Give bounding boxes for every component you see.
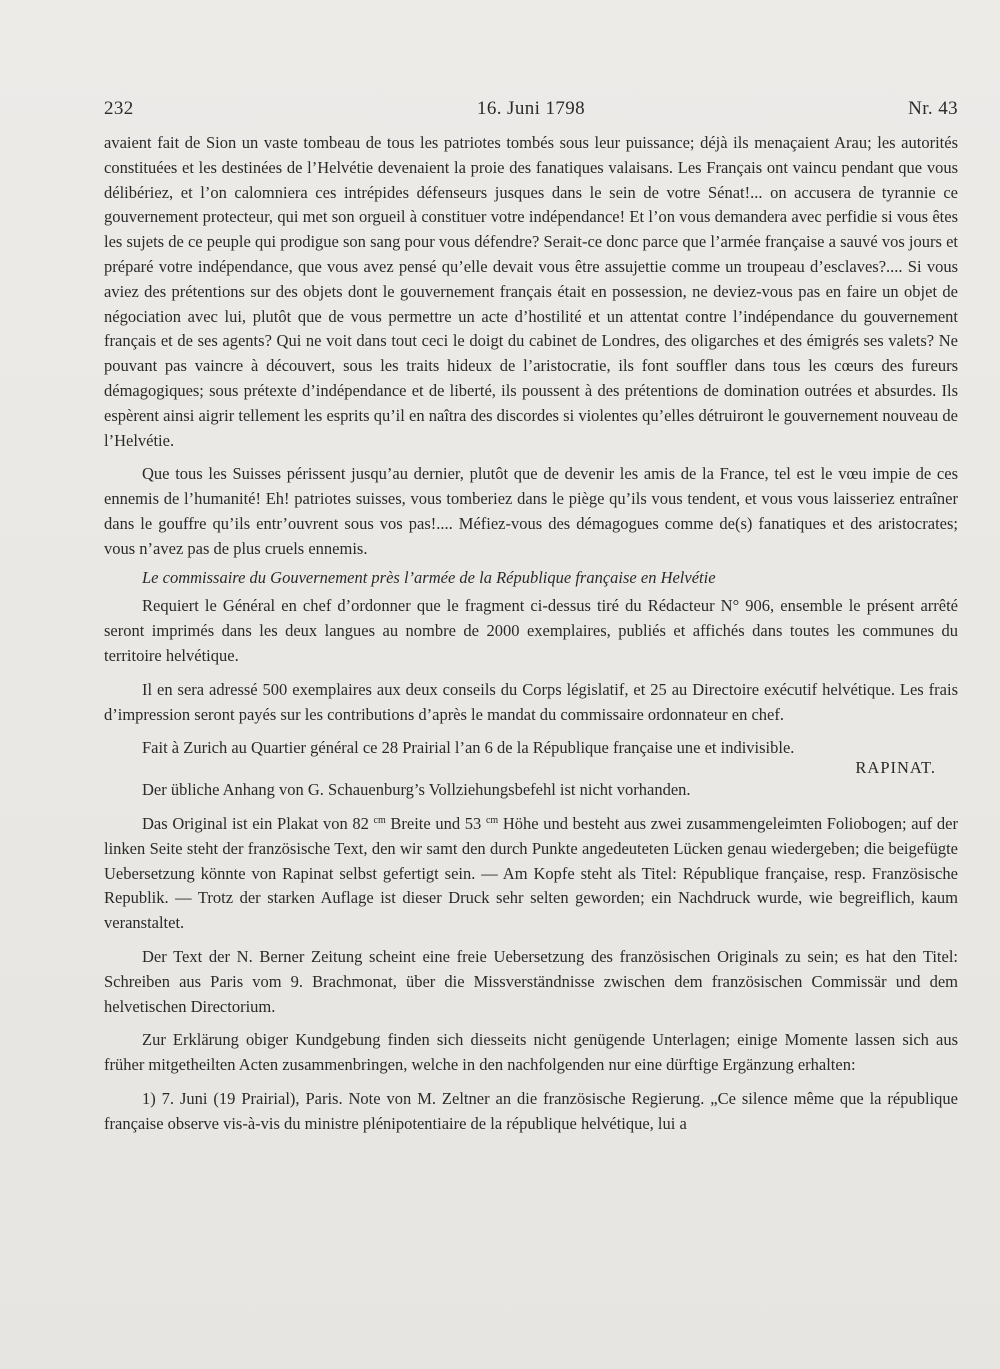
page-header: [104, 98, 958, 124]
signature-rapinat: RAPINAT.: [855, 758, 936, 778]
unit-cm-1: cm: [373, 814, 386, 826]
paragraph-requiert: Requiert le Général en chef d’ordonner que le fragment ci-dessus tiré du Rédacteur N° 906, ensemble le présent arrêté seront imprimés dans les deux langues au nombre de 2000 exemplaires, publiés et affichés dans toutes les communes du territoire helvétique.: [104, 596, 958, 665]
paragraph-exemplaires: Il en sera adressé 500 exemplaires aux deux conseils du Corps législatif, et 25 au Directoire exécutif helvétique. Les frais d’impression seront payés sur les contributions d’après le mandat du commissaire ordonnateur en chef.: [104, 679, 958, 724]
note-text-2: Breite und 53: [385, 813, 486, 833]
document-number: Nr. 43: [908, 98, 958, 119]
page-body: [104, 131, 958, 1136]
paragraph-commissaire-heading: Le commissaire du Gouvernement près l’armée de la République française en Helvétie: [142, 567, 716, 587]
paragraph-french-continued: avaient fait de Sion un vaste tombeau de tous les patriotes tombés sous leur puissance; déjà ils menaçaient Arau; les autorités constituées et les destinées de l’Helvétie devenaient la proie des fanatiques valaisans. Les Français ont vaincu pendant que vous délibériez, et l’on calomniera ces intrépides défenseurs jusques dans le sein de votre Sénat!... on accusera de tyrannie ce gouvernement protecteur, qui met son orgueil à constituer votre indépendance! Et l’on vous demandera avec perfidie si vous êtes les sujets de ce peuple qui prodigue son sang pour vous défendre? Serait-ce donc parce que l’armée française a sauvé vos jours et préparé votre indépendance, que vous avez pensé qu’elle devait vous être assujettie comme un troupeau d’esclaves?.... Si vous aviez des prétentions sur des objets dont le gouvernement français était en possession, ne deviez-vous pas en faire un objet de négociation avec lui, plutôt que de vous permettre un acte d’hostilité et un attentat contre l’indépendance du gouvernement français et de ses agents? Qui ne voit dans tout ceci le doigt du cabinet de Londres, des oligarches et des émigrés ses valets? Ne pouvant pas vaincre à découvert, sous les traits hideux de l’aristocratie, ils font souffler dans tous les cœurs des fureurs démagogiques; sous prétexte d’indépendance et de liberté, ils poussent à des prétentions de domination outrées et absurdes. Ils espèrent ainsi aigrir tellement les esprits qu’il en naîtra des discordes si violentes qu’elles détruiront le gouvernement nouveau de l’Helvétie.: [104, 133, 958, 450]
note-text-3: Höhe und besteht aus zwei zusammengeleimten Foliobogen; auf der linken Seite steht der französische Text, den wir samt den durch Punkte angedeuteten Lücken genau wiedergeben; die beigefügte Uebersetzung könnte von Rapinat selbst gefertigt sein. — Am Kopfe steht als Titel: République française, resp. Französische Republik. — Trotz der starken Auflage ist dieser Druck sehr selten geworden; ein Nachdruck wurde, wie begreiflich, kaum veranstaltet.: [104, 813, 958, 933]
paragraph-erklaerung: Zur Erklärung obiger Kundgebung finden sich diesseits nicht genügende Unterlagen; einige Momente lassen sich aus früher mitgetheilten Acten zusammenbringen, welche in den nachfolgenden nur eine dürftige Ergänzung erhalten:: [104, 1030, 958, 1075]
paragraph-berner-zeitung: Der Text der N. Berner Zeitung scheint eine freie Uebersetzung des französischen Originals zu sein; es hat den Titel: Schreiben aus Paris vom 9. Brachmonat, über die Missverständnisse zwischen dem französischen Commissär und dem helvetischen Directorium.: [104, 946, 958, 1016]
note-text-1: Das Original ist ein Plakat von 82: [142, 813, 374, 833]
paragraph-anhang: Der übliche Anhang von G. Schauenburg’s Vollziehungsbefehl ist nicht vorhanden.: [142, 780, 691, 800]
paragraph-fait-a-zurich: Fait à Zurich au Quartier général ce 28 Prairial l’an 6 de la République française une et indivisible.: [142, 738, 795, 758]
header-date: 16. Juni 1798: [476, 98, 586, 119]
page-number: 232: [104, 98, 134, 119]
unit-cm-2: cm: [485, 814, 499, 826]
paragraph-note-zeltner: 1) 7. Juni (19 Prairial), Paris. Note von M. Zeltner an die französische Regierung. „Ce silence même que la république française observe vis-à-vis du ministre plénipotentiaire de la république helvétique, lui a: [104, 1088, 958, 1133]
paragraph-french-appeal: Que tous les Suisses périssent jusqu’au dernier, plutôt que de devenir les amis de la France, tel est le vœu impie de ces ennemis de l’humanité! Eh! patriotes suisses, vous tomberiez dans le piège qu’ils vous tendent, et vous vous laisseriez entraîner dans le gouffre qu’ils entr’ouvrent sous vos pas!.... Méfiez-vous des démagogues comme de(s) fanatiques et des aristocrates; vous n’avez pas de plus cruels ennemis.: [104, 464, 958, 558]
paragraph-original-description: [104, 812, 958, 936]
